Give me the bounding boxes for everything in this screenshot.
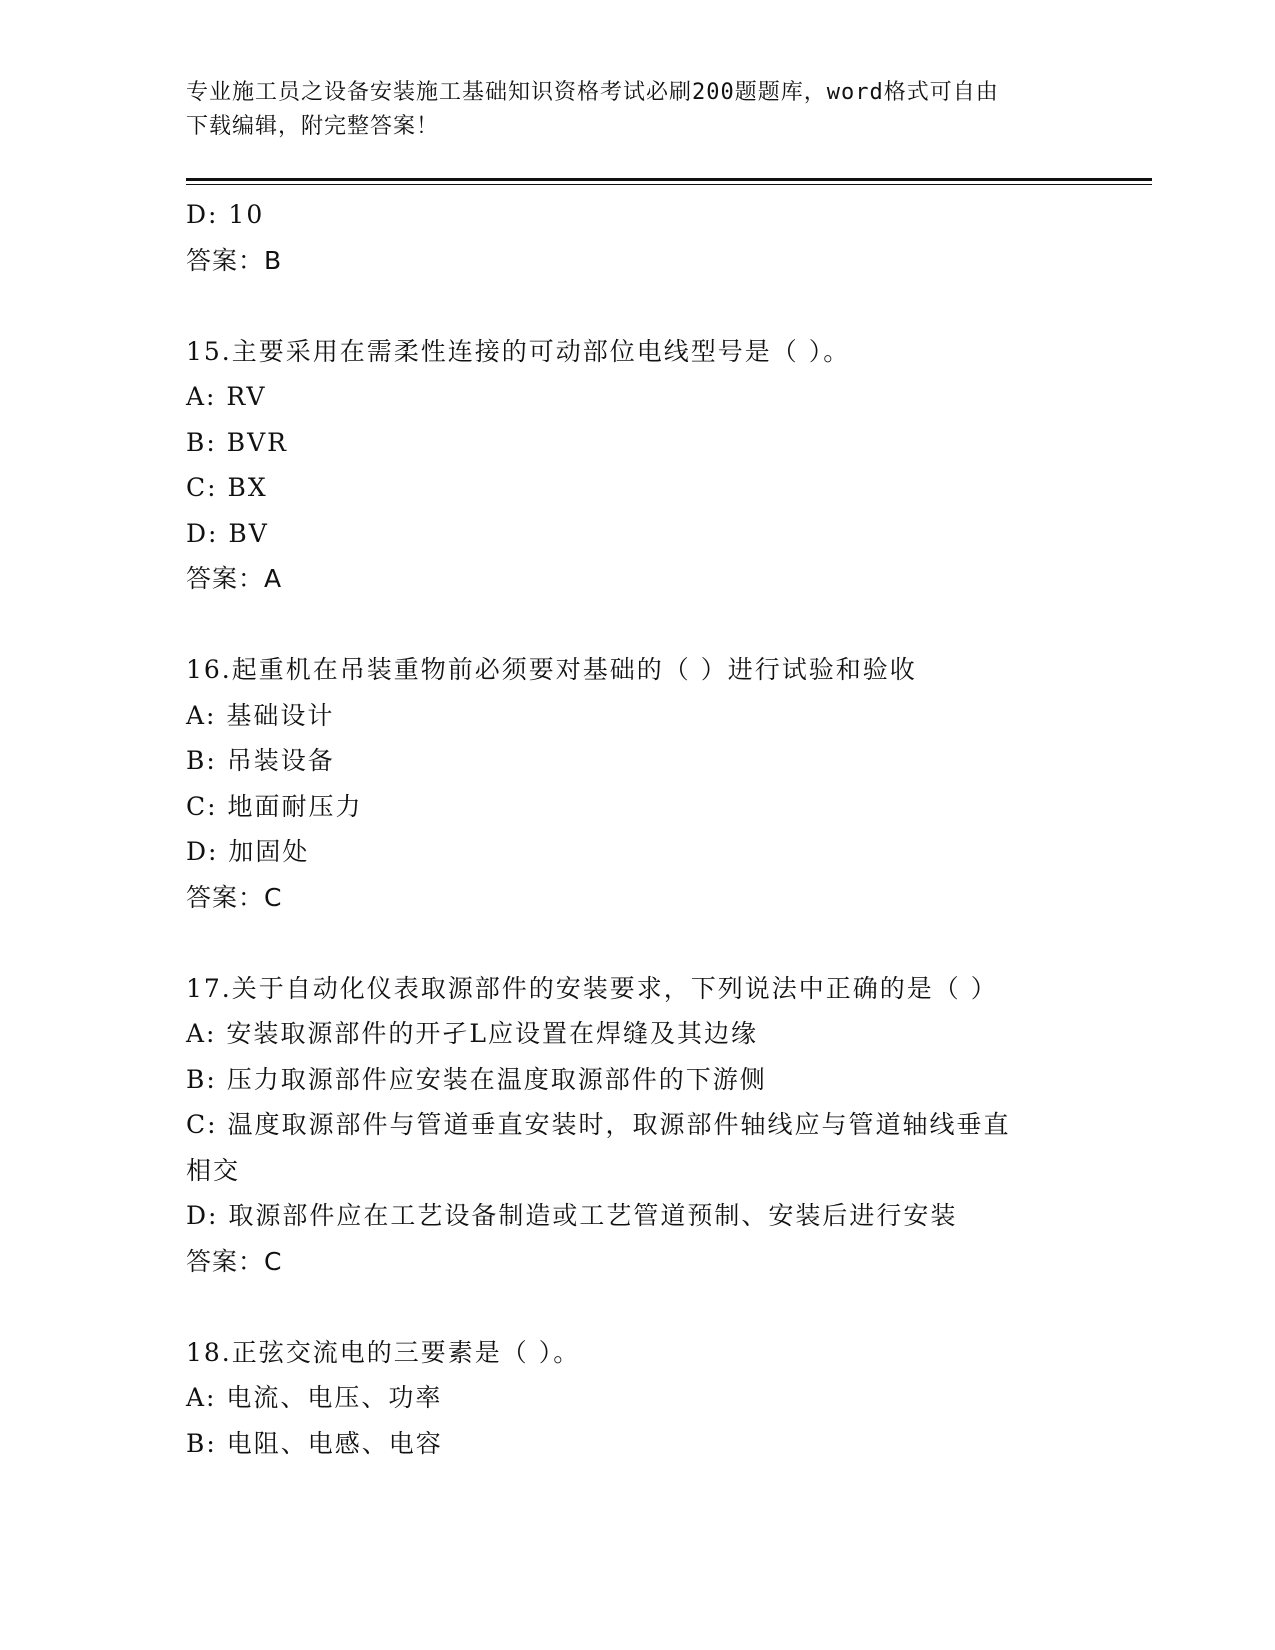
option-c-continued: 相交 — [186, 1155, 241, 1185]
option-a: A: 电流、电压、功率 — [186, 1383, 443, 1412]
header-title-line-1: 专业施工员之设备安装施工基础知识资格考试必刷200题题库，word格式可自由 — [186, 80, 999, 105]
option-d: D: 加固处 — [186, 837, 310, 866]
header-title-line-2: 下载编辑，附完整答案！ — [186, 114, 440, 139]
question-stem: 15.主要采用在需柔性连接的可动部位电线型号是（ ）。 — [186, 336, 851, 366]
answer-text: 答案：C — [186, 882, 283, 912]
option-b: B: BVR — [186, 427, 288, 457]
option-a: A: 基础设计 — [186, 700, 335, 730]
option-b: B: 吊装设备 — [186, 746, 335, 775]
document-header — [186, 76, 1066, 144]
answer-text: 答案：B — [186, 245, 283, 275]
answer-text: 答案：A — [186, 564, 283, 593]
spacer — [186, 920, 1086, 966]
question-list — [186, 192, 1086, 1466]
option-c: C: 地面耐压力 — [186, 791, 363, 821]
question-stem: 18.正弦交流电的三要素是（ ）。 — [186, 1337, 581, 1367]
question-17 — [186, 966, 1086, 1285]
option-a: A: RV — [186, 382, 267, 411]
option-d: D: 取源部件应在工艺设备制造或工艺管道预制、安装后进行安装 — [186, 1201, 958, 1230]
question-stem: 17.关于自动化仪表取源部件的安装要求，下列说法中正确的是（ ） — [186, 973, 998, 1003]
header-divider-thin — [186, 184, 1152, 185]
option-d: D: BV — [186, 518, 269, 548]
question-15 — [186, 329, 1086, 602]
option-c: C: BX — [186, 473, 268, 502]
spacer — [186, 283, 1086, 329]
option-b: B: 压力取源部件应安装在温度取源部件的下游侧 — [186, 1064, 767, 1094]
answer-text: 答案：C — [186, 1246, 283, 1276]
option-b: B: 电阻、电感、电容 — [186, 1428, 443, 1458]
spacer — [186, 1284, 1086, 1330]
header-divider-thick — [186, 178, 1152, 181]
question-stem: 16.起重机在吊装重物前必须要对基础的（ ）进行试验和验收 — [186, 655, 917, 684]
option-c: C: 温度取源部件与管道垂直安装时，取源部件轴线应与管道轴线垂直 — [186, 1110, 1011, 1139]
previous-question-tail — [186, 192, 1086, 283]
question-16 — [186, 647, 1086, 920]
question-18 — [186, 1330, 1086, 1467]
spacer — [186, 602, 1086, 648]
option-a: A: 安装取源部件的开孑L应设置在焊缝及其边缘 — [186, 1019, 759, 1048]
option-d: D: 10 — [186, 200, 265, 229]
